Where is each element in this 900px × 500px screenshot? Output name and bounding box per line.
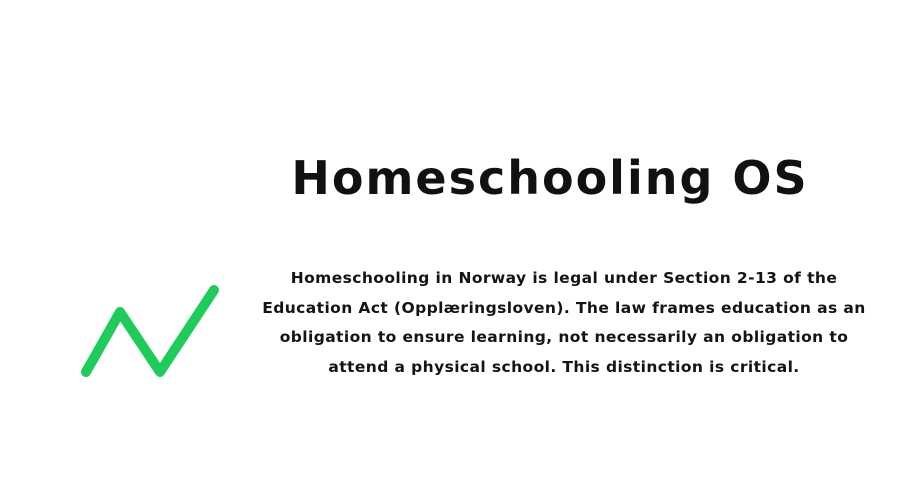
body-paragraph: Homeschooling in Norway is legal under Section 2-13 of the Education Act (Opplæringsloven). The law frames education as an obligation to ensure learning, not necessarily an obligation to attend a physical school. This distinction is critical. [262, 269, 866, 376]
logo-stroke [86, 290, 214, 372]
brand-logo-icon [72, 274, 232, 386]
page-title: Homeschooling OS [291, 151, 809, 205]
